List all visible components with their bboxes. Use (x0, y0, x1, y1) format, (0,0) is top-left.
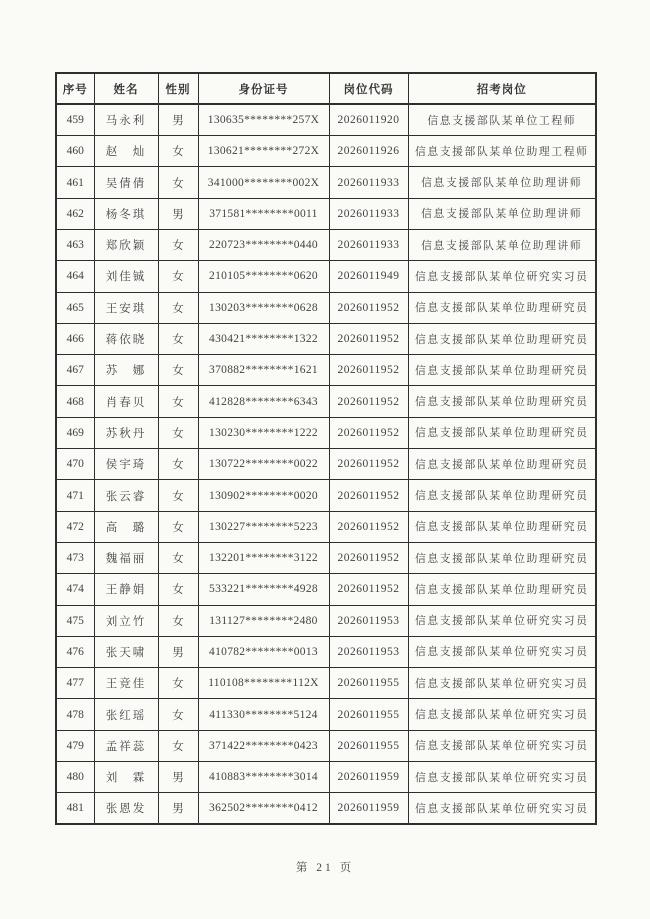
cell-name: 王安琪 (94, 292, 158, 323)
cell-name: 刘佳铖 (94, 261, 158, 292)
table-row (56, 261, 596, 292)
cell-name: 苏 娜 (94, 355, 158, 386)
cell-position-code: 2026011952 (329, 511, 408, 542)
table-row (56, 386, 596, 417)
cell-id-number: 130203********0628 (198, 292, 329, 323)
cell-id-number: 110108********112X (198, 668, 329, 699)
cell-serial-number: 476 (56, 636, 94, 667)
cell-name: 刘 霖 (94, 762, 158, 793)
cell-id-number: 371422********0423 (198, 730, 329, 761)
cell-serial-number: 464 (56, 261, 94, 292)
cell-position-title: 信息支援部队某单位助理研究员 (408, 355, 596, 386)
cell-gender: 女 (158, 323, 198, 354)
header-gender: 性别 (158, 73, 198, 104)
cell-position-code: 2026011949 (329, 261, 408, 292)
cell-serial-number: 475 (56, 605, 94, 636)
cell-position-code: 2026011926 (329, 136, 408, 167)
cell-position-title: 信息支援部队某单位研究实习员 (408, 762, 596, 793)
table-row (56, 699, 596, 730)
cell-position-title: 信息支援部队某单位助理研究员 (408, 480, 596, 511)
cell-position-code: 2026011952 (329, 323, 408, 354)
cell-position-code: 2026011955 (329, 730, 408, 761)
cell-position-title: 信息支援部队某单位助理研究员 (408, 542, 596, 573)
cell-position-code: 2026011959 (329, 762, 408, 793)
cell-id-number: 410883********3014 (198, 762, 329, 793)
cell-name: 马永利 (94, 104, 158, 135)
cell-position-title: 信息支援部队某单位助理讲师 (408, 198, 596, 229)
cell-id-number: 132201********3122 (198, 542, 329, 573)
table-header-row (56, 73, 596, 104)
cell-position-code: 2026011952 (329, 417, 408, 448)
cell-name: 肖春贝 (94, 386, 158, 417)
cell-serial-number: 459 (56, 104, 94, 135)
cell-name: 侯宇琦 (94, 449, 158, 480)
cell-name: 苏秋丹 (94, 417, 158, 448)
cell-position-title: 信息支援部队某单位助理研究员 (408, 417, 596, 448)
cell-position-title: 信息支援部队某单位研究实习员 (408, 793, 596, 824)
cell-gender: 男 (158, 636, 198, 667)
cell-position-title: 信息支援部队某单位助理研究员 (408, 323, 596, 354)
cell-gender: 男 (158, 104, 198, 135)
cell-position-title: 信息支援部队某单位助理研究员 (408, 449, 596, 480)
cell-position-code: 2026011952 (329, 355, 408, 386)
table-row (56, 730, 596, 761)
table-row (56, 136, 596, 167)
table-row (56, 511, 596, 542)
cell-id-number: 130227********5223 (198, 511, 329, 542)
cell-id-number: 130722********0022 (198, 449, 329, 480)
cell-gender: 女 (158, 167, 198, 198)
table-row (56, 417, 596, 448)
table-row (56, 574, 596, 605)
cell-position-title: 信息支援部队某单位研究实习员 (408, 730, 596, 761)
cell-serial-number: 469 (56, 417, 94, 448)
cell-serial-number: 479 (56, 730, 94, 761)
cell-position-code: 2026011952 (329, 574, 408, 605)
cell-serial-number: 467 (56, 355, 94, 386)
table-row (56, 167, 596, 198)
cell-id-number: 341000********002X (198, 167, 329, 198)
cell-position-title: 信息支援部队某单位助理讲师 (408, 167, 596, 198)
cell-id-number: 412828********6343 (198, 386, 329, 417)
cell-serial-number: 472 (56, 511, 94, 542)
cell-gender: 女 (158, 605, 198, 636)
cell-name: 张红瑶 (94, 699, 158, 730)
cell-serial-number: 470 (56, 449, 94, 480)
table-row (56, 480, 596, 511)
table-row (56, 292, 596, 323)
cell-position-title: 信息支援部队某单位研究实习员 (408, 605, 596, 636)
cell-position-code: 2026011920 (329, 104, 408, 135)
table-row (56, 229, 596, 260)
cell-name: 刘立竹 (94, 605, 158, 636)
cell-name: 王静娟 (94, 574, 158, 605)
page-number: 第 21 页 (295, 862, 355, 874)
cell-gender: 男 (158, 198, 198, 229)
table-row (56, 355, 596, 386)
cell-position-code: 2026011933 (329, 167, 408, 198)
header-position-code: 岗位代码 (329, 73, 408, 104)
cell-position-code: 2026011953 (329, 605, 408, 636)
cell-gender: 女 (158, 229, 198, 260)
cell-gender: 女 (158, 511, 198, 542)
cell-gender: 女 (158, 668, 198, 699)
cell-gender: 男 (158, 762, 198, 793)
cell-serial-number: 471 (56, 480, 94, 511)
cell-position-code: 2026011933 (329, 198, 408, 229)
cell-position-title: 信息支援部队某单位研究实习员 (408, 699, 596, 730)
cell-name: 张恩发 (94, 793, 158, 824)
cell-gender: 女 (158, 449, 198, 480)
cell-id-number: 411330********5124 (198, 699, 329, 730)
header-serial-number: 序号 (56, 73, 94, 104)
cell-name: 孟祥蕊 (94, 730, 158, 761)
cell-position-title: 信息支援部队某单位助理研究员 (408, 386, 596, 417)
cell-position-title: 信息支援部队某单位研究实习员 (408, 668, 596, 699)
cell-serial-number: 462 (56, 198, 94, 229)
cell-id-number: 371581********0011 (198, 198, 329, 229)
cell-position-code: 2026011952 (329, 542, 408, 573)
cell-position-title: 信息支援部队某单位助理工程师 (408, 136, 596, 167)
cell-serial-number: 480 (56, 762, 94, 793)
table-row (56, 636, 596, 667)
cell-name: 蒋依晓 (94, 323, 158, 354)
cell-serial-number: 461 (56, 167, 94, 198)
cell-serial-number: 466 (56, 323, 94, 354)
cell-position-title: 信息支援部队某单位助理研究员 (408, 511, 596, 542)
table-row (56, 793, 596, 824)
cell-position-title: 信息支援部队某单位研究实习员 (408, 261, 596, 292)
cell-gender: 女 (158, 542, 198, 573)
cell-gender: 女 (158, 574, 198, 605)
table-row (56, 668, 596, 699)
cell-serial-number: 463 (56, 229, 94, 260)
cell-gender: 女 (158, 355, 198, 386)
cell-id-number: 130230********1222 (198, 417, 329, 448)
cell-serial-number: 477 (56, 668, 94, 699)
cell-position-code: 2026011955 (329, 699, 408, 730)
cell-id-number: 430421********1322 (198, 323, 329, 354)
cell-serial-number: 465 (56, 292, 94, 323)
table-row (56, 762, 596, 793)
cell-position-code: 2026011952 (329, 386, 408, 417)
table-row (56, 323, 596, 354)
cell-name: 赵 灿 (94, 136, 158, 167)
cell-position-title: 信息支援部队某单位助理讲师 (408, 229, 596, 260)
cell-position-title: 信息支援部队某单位研究实习员 (408, 636, 596, 667)
cell-id-number: 130621********272X (198, 136, 329, 167)
cell-position-code: 2026011955 (329, 668, 408, 699)
cell-serial-number: 468 (56, 386, 94, 417)
cell-id-number: 362502********0412 (198, 793, 329, 824)
cell-position-code: 2026011953 (329, 636, 408, 667)
cell-id-number: 220723********0440 (198, 229, 329, 260)
cell-position-title: 信息支援部队某单位助理研究员 (408, 292, 596, 323)
cell-id-number: 533221********4928 (198, 574, 329, 605)
cell-name: 杨冬琪 (94, 198, 158, 229)
cell-position-title: 信息支援部队某单位工程师 (408, 104, 596, 135)
cell-name: 张云睿 (94, 480, 158, 511)
cell-serial-number: 481 (56, 793, 94, 824)
cell-gender: 女 (158, 480, 198, 511)
cell-name: 郑欣颖 (94, 229, 158, 260)
cell-name: 张天啸 (94, 636, 158, 667)
header-name: 姓名 (94, 73, 158, 104)
cell-gender: 女 (158, 261, 198, 292)
header-id-number: 身份证号 (198, 73, 329, 104)
cell-name: 王竞佳 (94, 668, 158, 699)
table-row (56, 542, 596, 573)
table-row (56, 198, 596, 229)
cell-name: 魏福丽 (94, 542, 158, 573)
cell-position-code: 2026011952 (329, 480, 408, 511)
header-recruitment-position: 招考岗位 (408, 73, 596, 104)
cell-position-code: 2026011952 (329, 449, 408, 480)
cell-gender: 女 (158, 136, 198, 167)
table-row (56, 104, 596, 135)
cell-position-code: 2026011933 (329, 229, 408, 260)
cell-gender: 男 (158, 793, 198, 824)
cell-gender: 女 (158, 730, 198, 761)
cell-id-number: 370882********1621 (198, 355, 329, 386)
cell-gender: 女 (158, 292, 198, 323)
cell-position-title: 信息支援部队某单位助理研究员 (408, 574, 596, 605)
cell-name: 高 璐 (94, 511, 158, 542)
table-row (56, 449, 596, 480)
cell-position-code: 2026011952 (329, 292, 408, 323)
cell-id-number: 131127********2480 (198, 605, 329, 636)
cell-gender: 女 (158, 386, 198, 417)
cell-name: 吴倩倩 (94, 167, 158, 198)
cell-id-number: 210105********0620 (198, 261, 329, 292)
cell-serial-number: 474 (56, 574, 94, 605)
cell-serial-number: 460 (56, 136, 94, 167)
cell-id-number: 130902********0020 (198, 480, 329, 511)
cell-gender: 女 (158, 417, 198, 448)
cell-gender: 女 (158, 699, 198, 730)
recruitment-candidate-table (55, 72, 597, 825)
cell-serial-number: 478 (56, 699, 94, 730)
cell-serial-number: 473 (56, 542, 94, 573)
cell-id-number: 410782********0013 (198, 636, 329, 667)
cell-id-number: 130635********257X (198, 104, 329, 135)
table-row (56, 605, 596, 636)
cell-position-code: 2026011959 (329, 793, 408, 824)
